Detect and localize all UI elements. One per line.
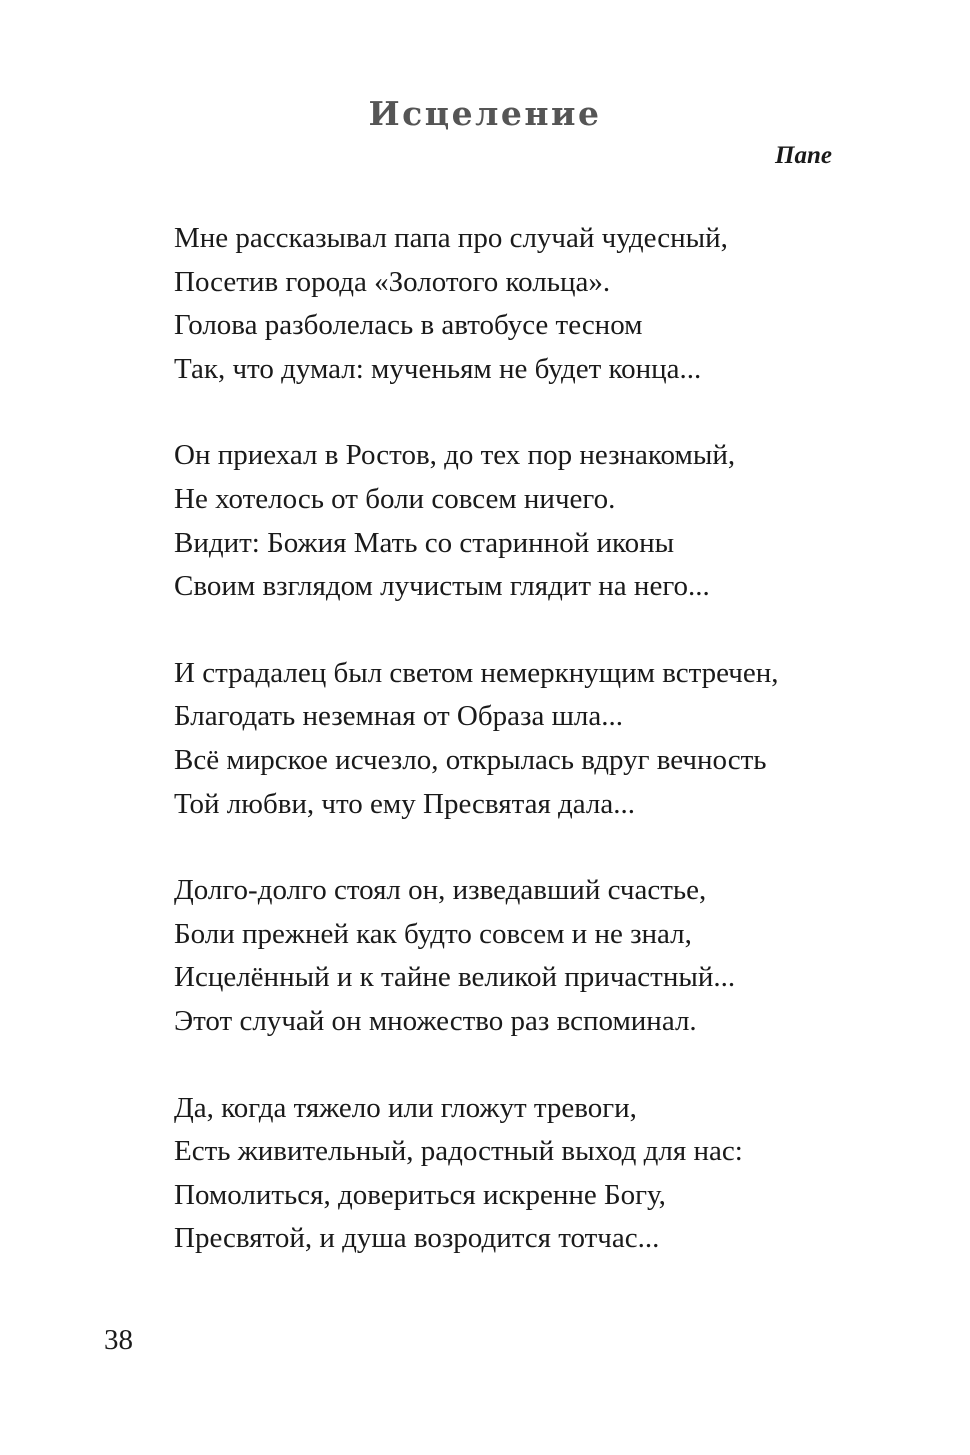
page-number: 38 [104, 1324, 133, 1356]
poem-line: Благодать неземная от Образа шла... [174, 700, 623, 733]
poem-dedication: Папе [775, 142, 832, 169]
poem-line: Есть живительный, радостный выход для нас: [174, 1135, 743, 1168]
stanza-5 [174, 1087, 874, 1261]
poem-line: Пресвятой, и душа возродится тотчас... [174, 1222, 660, 1255]
poem-line: Посетив города «Золотого кольца». [174, 265, 611, 298]
stanza-2 [174, 434, 874, 608]
poem-line: Этот случай он множество раз вспоминал. [174, 1004, 697, 1037]
poem-line: Долго-долго стоял он, изведавший счастье, [174, 874, 707, 907]
poem-line: Так, что думал: мученьям не будет конца... [174, 352, 702, 385]
poem-line: Мне рассказывал папа про случай чудесный, [174, 222, 728, 254]
stanza-1 [174, 217, 874, 391]
poem-line: Да, когда тяжело или гложут тревоги, [174, 1091, 637, 1124]
poem-line: И страдалец был светом немеркнущим встречен, [174, 656, 779, 689]
poem-line: Не хотелось от боли совсем ничего. [174, 482, 616, 515]
poem-line: Исцелённый и к тайне великой причастный... [174, 961, 736, 994]
poem-line: Той любви, что ему Пресвятая дала... [174, 787, 636, 820]
poem-line: Всё мирское исчезло, открылась вдруг вечность [174, 743, 767, 776]
poem-body [174, 217, 874, 1304]
poem-line: Своим взглядом лучистым глядит на него... [174, 570, 710, 603]
poem-line: Боли прежней как будто совсем и не знал, [174, 917, 692, 950]
poem-line: Помолиться, довериться искренне Богу, [174, 1178, 666, 1211]
poem-title: Исцеление [368, 94, 602, 133]
poem-line: Он приехал в Ростов, до тех пор незнакомый, [174, 439, 736, 472]
stanza-3 [174, 652, 874, 826]
poem-line: Видит: Божия Мать со старинной иконы [174, 526, 675, 559]
poem-line: Голова разболелась в автобусе тесном [174, 309, 643, 342]
stanza-4 [174, 869, 874, 1043]
